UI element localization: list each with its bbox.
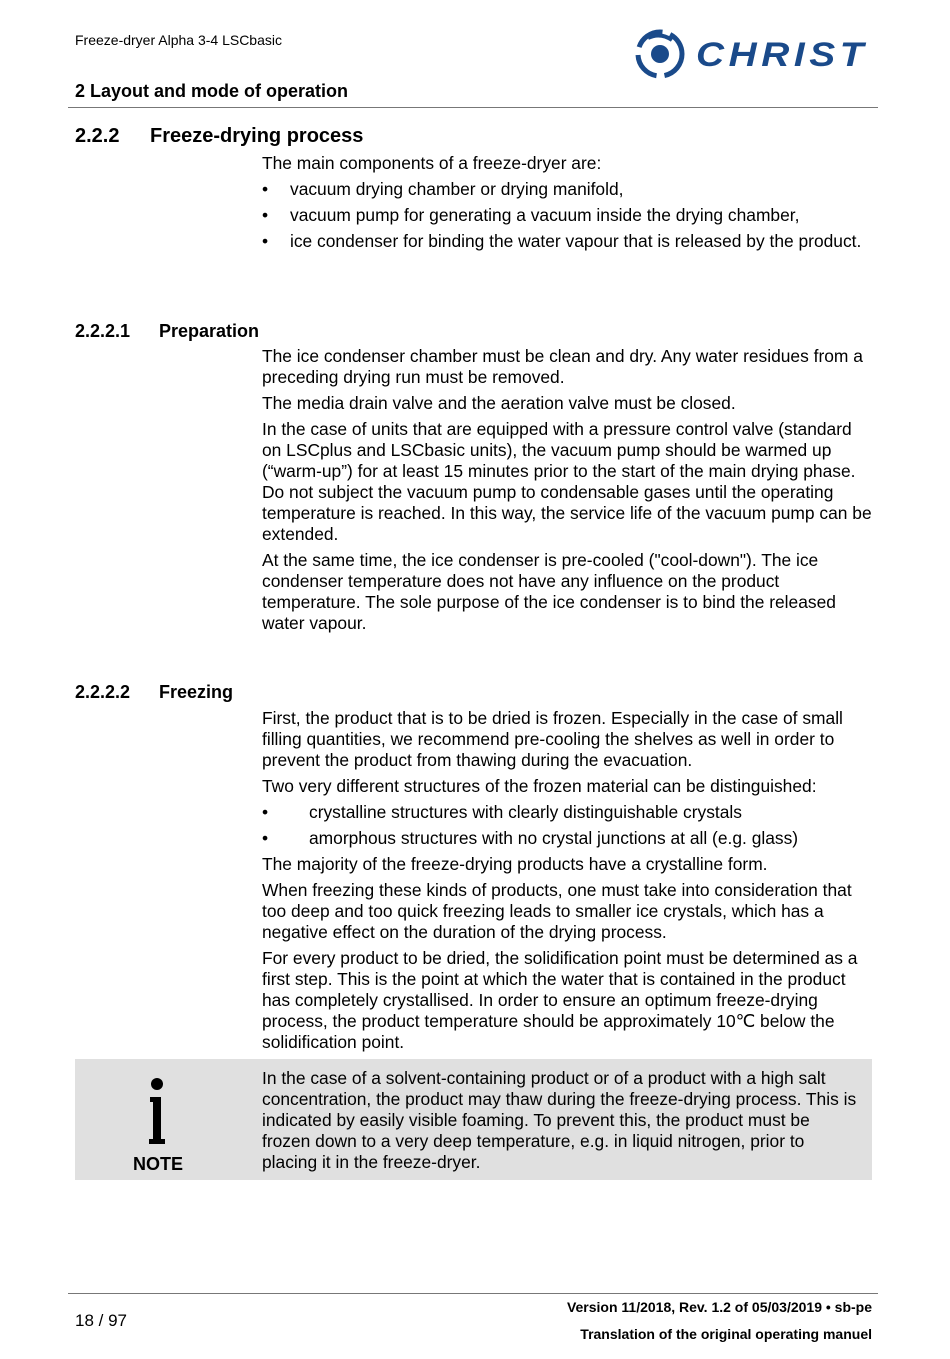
list-item: • ice condenser for binding the water vapour that is released by the product. bbox=[262, 231, 862, 251]
document-title: Freeze-dryer Alpha 3-4 LSCbasic bbox=[75, 32, 282, 48]
paragraph: For every product to be dried, the solidification point must be determined as a first step. This is the point at which the water that is contained in the product has completely crystallised. In order to ensure an optimum freeze-drying process, the product temperature should be approximately 10℃ below the solidification point. bbox=[262, 948, 858, 1052]
paragraph: The ice condenser chamber must be clean and dry. Any water residues from a preceding drying run must be removed. bbox=[262, 346, 863, 387]
note-text: In the case of a solvent-containing product or of a product with a high salt concentration, the product may thaw during the freeze-drying process. This is indicated by easily visible foaming. To prevent this, the product must be frozen down to a very deep temperature, e.g. in liquid nitrogen, prior to placing it in the freeze-dryer. bbox=[262, 1068, 857, 1172]
paragraph: In the case of units that are equipped with a pressure control valve (standard on LSCplus and LSCbasic units), the vacuum pump should be warmed up (“warm-up”) for at least 15 minutes prior to the start of the main drying phase. Do not subject the vacuum pump to condensable gases until the operating temperature is reached. In this way, the service life of the vacuum pump can be extended. bbox=[262, 419, 872, 544]
paragraph: The media drain valve and the aeration valve must be closed. bbox=[262, 393, 736, 413]
preparation-body bbox=[262, 346, 874, 639]
paragraph: First, the product that is to be dried is frozen. Especially in the case of small filling quantities, we recommend pre-cooling the shelves as well in order to prevent the product from thawing during the evacuation. bbox=[262, 708, 843, 770]
freezing-heading bbox=[75, 682, 233, 703]
freezing-number: 2.2.2.2 bbox=[75, 682, 131, 702]
bullet-icon: • bbox=[262, 828, 269, 848]
bullet-icon: • bbox=[262, 802, 269, 822]
bullet-icon: • bbox=[262, 231, 269, 251]
list-item: • vacuum drying chamber or drying manifold, bbox=[262, 179, 624, 199]
preparation-title: Preparation bbox=[159, 321, 260, 341]
logo-emblem-icon bbox=[638, 32, 682, 76]
note-label: NOTE bbox=[133, 1154, 184, 1174]
section-heading bbox=[75, 125, 363, 148]
paragraph: When freezing these kinds of products, one must take into consideration that too deep and too quick freezing leads to smaller ice crystals, which has a negative effect on the duration of the drying process. bbox=[262, 880, 852, 942]
page-number: 18 / 97 bbox=[75, 1311, 127, 1330]
paragraph: The majority of the freeze-drying products have a crystalline form. bbox=[262, 854, 768, 874]
preparation-number: 2.2.2.1 bbox=[75, 321, 131, 341]
christ-logo bbox=[634, 28, 874, 80]
note-box bbox=[75, 1059, 872, 1180]
freezing-body bbox=[262, 708, 874, 1058]
list-item: • crystalline structures with clearly distinguishable crystals bbox=[262, 802, 742, 822]
bullet-icon: • bbox=[262, 205, 269, 225]
list-item: • amorphous structures with no crystal junctions at all (e.g. glass) bbox=[262, 828, 799, 848]
version-info: Version 11/2018, Rev. 1.2 of 05/03/2019 • sb-pe bbox=[566, 1299, 872, 1315]
freezing-title: Freezing bbox=[159, 682, 234, 702]
footer-divider bbox=[68, 1293, 878, 1294]
header-divider bbox=[68, 107, 878, 108]
paragraph: At the same time, the ice condenser is pre-cooled ("cool-down"). The ice condenser temperature does not have any influence on the product temperature. The sole purpose of the ice condenser is to bind the released water vapour. bbox=[262, 550, 836, 633]
info-icon bbox=[147, 1077, 167, 1147]
translation-note: Translation of the original operating manuel bbox=[580, 1326, 872, 1342]
list-item: • vacuum pump for generating a vacuum inside the drying chamber, bbox=[262, 205, 800, 225]
bullet-icon: • bbox=[262, 179, 269, 199]
section-number: 2.2.2 bbox=[75, 125, 120, 147]
chapter-title: 2 Layout and mode of operation bbox=[75, 81, 349, 101]
section-title: Freeze-drying process bbox=[150, 125, 364, 147]
preparation-heading bbox=[75, 321, 259, 342]
logo-text: CHRIST bbox=[696, 36, 868, 74]
section-body bbox=[262, 153, 874, 257]
paragraph: Two very different structures of the frozen material can be distinguished: bbox=[262, 776, 817, 796]
section-intro: The main components of a freeze-dryer are: bbox=[262, 153, 602, 173]
